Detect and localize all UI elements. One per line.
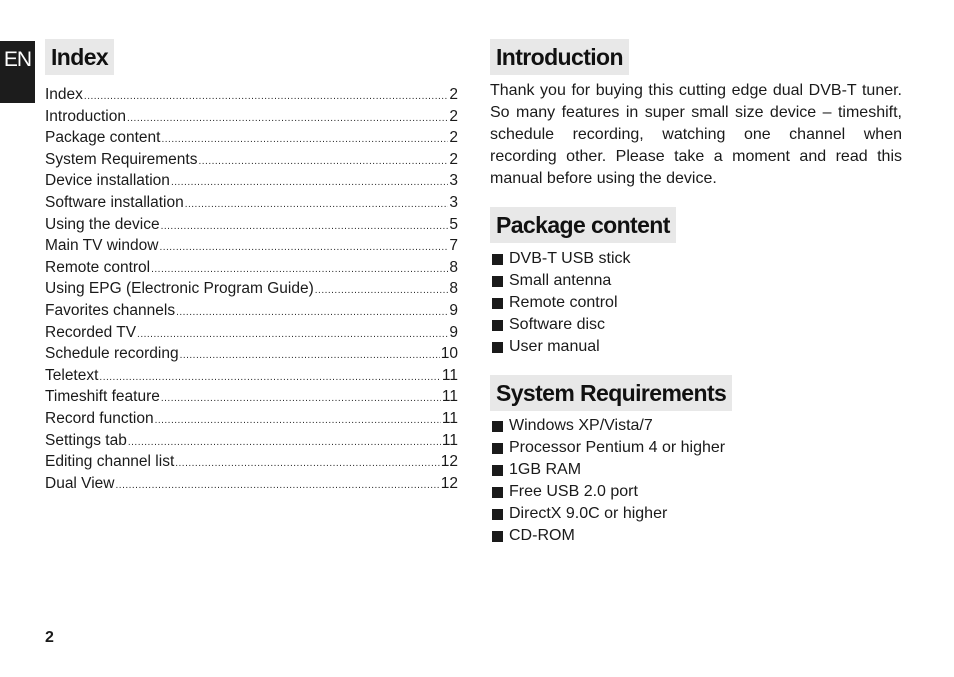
- toc-entry-page: 8: [449, 280, 458, 298]
- toc-leader-dots: [151, 259, 448, 281]
- list-item: [492, 415, 792, 437]
- toc-leader-dots: [116, 475, 440, 497]
- toc-entry: [45, 365, 458, 387]
- list-item-label: DirectX 9.0C or higher: [509, 505, 668, 522]
- toc-entry-page: 2: [449, 150, 458, 168]
- toc-entry: [45, 278, 458, 300]
- square-bullet-icon: [492, 254, 503, 265]
- toc-entry: [45, 192, 458, 214]
- square-bullet-icon: [492, 487, 503, 498]
- list-item-label: Processor Pentium 4 or higher: [509, 439, 726, 456]
- list-item-label: DVB-T USB stick: [509, 250, 631, 267]
- package-content-heading: Package content: [490, 207, 676, 243]
- toc-entry-page: 5: [449, 215, 458, 233]
- toc-entry-title: Timeshift feature: [45, 388, 160, 406]
- toc-leader-dots: [315, 280, 449, 302]
- toc-entry: [45, 430, 458, 452]
- square-bullet-icon: [492, 276, 503, 287]
- toc-entry-title: Record function: [45, 409, 154, 427]
- list-item: [492, 459, 792, 481]
- toc-leader-dots: [171, 172, 448, 194]
- toc-leader-dots: [175, 453, 440, 475]
- toc-entry-title: Using EPG (Electronic Program Guide): [45, 280, 314, 298]
- toc-leader-dots: [161, 129, 448, 151]
- toc-entry-page: 11: [441, 409, 458, 427]
- toc-entry: [45, 214, 458, 236]
- page-number: 2: [45, 629, 54, 646]
- index-heading: Index: [45, 39, 114, 75]
- toc-entry-title: Using the device: [45, 215, 160, 233]
- toc-leader-dots: [180, 345, 440, 367]
- toc-entry-title: Main TV window: [45, 237, 159, 255]
- toc-entry-title: Settings tab: [45, 431, 127, 449]
- toc-entry: [45, 149, 458, 171]
- system-requirements-heading: System Requirements: [490, 375, 732, 411]
- square-bullet-icon: [492, 421, 503, 432]
- toc-entry-page: 9: [449, 301, 458, 319]
- toc-entry: [45, 170, 458, 192]
- toc-entry: [45, 473, 458, 495]
- toc-entry: [45, 84, 458, 106]
- list-item-label: Free USB 2.0 port: [509, 483, 638, 500]
- toc-entry-title: Teletext: [45, 366, 99, 384]
- list-item-label: Software disc: [509, 316, 606, 333]
- list-item: [492, 314, 792, 336]
- toc-entry: [45, 451, 458, 473]
- toc-leader-dots: [159, 237, 448, 259]
- toc-entry-page: 3: [449, 172, 458, 190]
- toc-entry-title: Device installation: [45, 172, 170, 190]
- list-item-label: Small antenna: [509, 272, 612, 289]
- square-bullet-icon: [492, 342, 503, 353]
- toc-entry: [45, 343, 458, 365]
- introduction-text: Thank you for buying this cutting edge dual DVB-T tuner. So many features in super small size device – timeshift, schedule recording, watching one channel when recording other. Please take a moment and read this manual before using the device.: [490, 82, 902, 187]
- toc-leader-dots: [185, 194, 449, 216]
- toc-entry: [45, 322, 458, 344]
- toc-leader-dots: [84, 86, 448, 108]
- toc-leader-dots: [127, 108, 448, 130]
- toc-entry-page: 2: [449, 107, 458, 125]
- toc-entry-title: Editing channel list: [45, 453, 175, 471]
- toc-leader-dots: [176, 302, 448, 324]
- list-item: [492, 503, 792, 525]
- toc-entry-title: System Requirements: [45, 150, 198, 168]
- toc-entry-page: 3: [449, 193, 458, 211]
- toc-entry-title: Favorites channels: [45, 301, 176, 319]
- toc-entry-page: 2: [449, 86, 458, 103]
- toc-leader-dots: [99, 367, 440, 389]
- toc-entry-page: 2: [449, 129, 458, 147]
- list-item-label: Remote control: [509, 294, 618, 311]
- toc-entry: [45, 235, 458, 257]
- list-item: [492, 292, 792, 314]
- toc-leader-dots: [198, 151, 448, 173]
- toc-entry-title: Schedule recording: [45, 345, 179, 363]
- toc-leader-dots: [128, 432, 441, 454]
- list-item-label: CD-ROM: [509, 527, 575, 544]
- introduction-heading: Introduction: [490, 39, 629, 75]
- list-item: [492, 525, 792, 547]
- toc-entry-title: Remote control: [45, 258, 151, 276]
- list-item-label: User manual: [509, 338, 600, 355]
- system-requirements-list: [492, 415, 792, 547]
- toc-entry-title: Package content: [45, 129, 161, 147]
- table-of-contents: [45, 84, 458, 494]
- toc-entry-page: 12: [440, 474, 458, 492]
- toc-entry: [45, 408, 458, 430]
- square-bullet-icon: [492, 320, 503, 331]
- list-item: [492, 437, 792, 459]
- toc-leader-dots: [155, 410, 441, 432]
- square-bullet-icon: [492, 465, 503, 476]
- toc-leader-dots: [137, 324, 448, 346]
- toc-entry-page: 7: [449, 237, 458, 255]
- toc-entry-page: 9: [449, 323, 458, 341]
- toc-entry-title: Recorded TV: [45, 323, 137, 341]
- list-item: [492, 336, 792, 358]
- square-bullet-icon: [492, 509, 503, 520]
- toc-entry-title: Index: [45, 86, 83, 103]
- square-bullet-icon: [492, 298, 503, 309]
- toc-entry-title: Dual View: [45, 474, 115, 492]
- list-item: [492, 481, 792, 503]
- language-tab: EN: [0, 41, 35, 103]
- toc-entry: [45, 300, 458, 322]
- toc-entry-page: 11: [441, 388, 458, 406]
- toc-entry: [45, 386, 458, 408]
- package-content-list: [492, 248, 792, 358]
- list-item: [492, 248, 792, 270]
- toc-entry-page: 12: [440, 453, 458, 471]
- toc-leader-dots: [161, 216, 449, 238]
- toc-entry: [45, 106, 458, 128]
- toc-entry: [45, 127, 458, 149]
- toc-leader-dots: [161, 388, 441, 410]
- toc-entry-title: Software installation: [45, 193, 184, 211]
- toc-entry: [45, 257, 458, 279]
- toc-entry-page: 11: [441, 366, 458, 384]
- square-bullet-icon: [492, 531, 503, 542]
- list-item: [492, 270, 792, 292]
- toc-entry-page: 11: [441, 431, 458, 449]
- toc-entry-title: Introduction: [45, 107, 126, 125]
- list-item-label: Windows XP/Vista/7: [509, 417, 653, 434]
- list-item-label: 1GB RAM: [509, 461, 582, 478]
- square-bullet-icon: [492, 443, 503, 454]
- toc-entry-page: 8: [449, 258, 458, 276]
- toc-entry-page: 10: [440, 345, 458, 363]
